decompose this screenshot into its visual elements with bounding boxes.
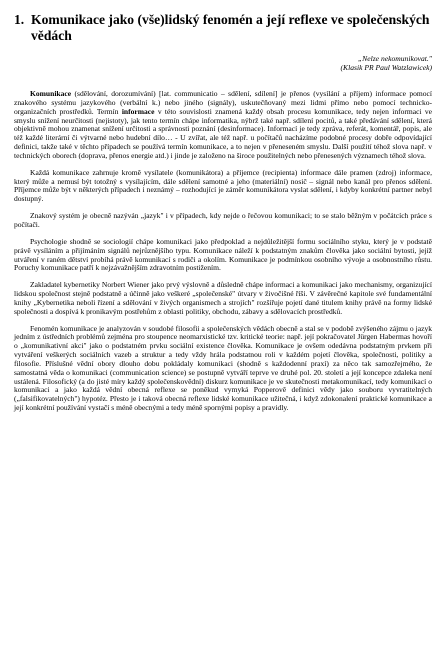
motto xyxy=(14,54,432,72)
paragraph-components: Každá komunikace zahrnuje kromě vysílatele (komunikátora) a příjemce (recipienta) informace dále pramen (zdroj) informace, který může a nemusí být totožný s vysílajícím, dále sdělení samotné a jeho (materiální) nosič – signál nebo kanál pro přenos sdělení. Příjemce může být v některých případech i neznámý – rozhodující je záměr komunikátora vyslat sdělení, i kdyby konkrétní partner nebyl dostupný. xyxy=(14,167,432,204)
chapter-number: 1. xyxy=(14,12,25,27)
paragraph-philosophy: Fenomén komunikace je analyzován v soudobé filosofii a společenských vědách obecně a stal se v podobě zvýšeného zájmu o jazyk jedním z ústředních problémů zejména pro stoupence neomarxistické tzv. kritické teorie: např. její pokračovatel Jürgen Habermas hovoří o „komunikativní akci" jako o podstatném prvku sociální existence člověka. Komunikace je ovšem odedávna podstatným prvkem při vytváření veškerých sociálních vazeb a struktur a tedy vždy hrála podstatnou roli v každém pojetí člověka, společnosti, politiky a filosofie. Příslušné vědní obory dlouho dobu pokládaly komunikaci (shodně s každodenní praxí) za něco tak samozřejmého, že samostatná věda o komunikaci (communication science) se postupně vytváří teprve ve druhé pol. 20. století a její koncepce zdaleka není ustálená. Filosofický (a do jisté míry každý společenskovědní) diskurz komunikace je ve skutečnosti metakomunikací, tedy komunikací o komunikaci a jako každá vědní obecná reflexe se poněkud vymyká Popperově definici vědy jako souboru vyvratitelných („falsifikovatelných") hypotéz. Přesto je i taková obecná reflexe lidské komunikace užitečná, i když zdokonalení praktické komunikace a její konkrétní používání vystačí s méně obecnými a tedy méně spornými popisy a pravidly. xyxy=(14,323,432,413)
paragraph-definition-text-b: v této souvislosti znamená každý obsah procesu komunikace, tedy nejen informaci ve smyslu snížení neurčitosti (nejistoty), jak tento termín chápe informatika, nýbrž také např. sdílení pocitů, a také předávání sdělení, která objektivně mohou znamenat snížení určitosti a správnosti poznání (desinformace). Informací je tedy zpráva, referát, komentář, popis, ale též každé literární či výtvarné nebo hudební dílo… - U zvířat, ale též např. u počítačů nacházíme podobné procesy dobře odpovídající definici, takže také v těchto případech se používá termín komunikace, a to nejen v přeneseném smyslu. Další použití téhož slova např. v technických oborech (doprava, přenos energie atd.) i jinde je založeno na široce použitelných nebo přenesených významech téhož slova. xyxy=(14,106,432,160)
paragraph-psychology: Psychologie shodně se sociologií chápe komunikaci jako předpoklad a nejdůležitější formu sociálního styku, který je v podstatě právě vysíláním a přijímáním signálů nejrůznějšího typu. Komunikace náleží k podstatným znakům člověka jako sociální bytosti, jejíž utváření v raném dětství probíhá právě komunikací s rodiči a okolím. Komunikace je podmínkou osobního vývoje a osobnostního růstu. Poruchy komunikace patří k nejzávažnějším zdravotním postižením. xyxy=(14,236,432,273)
paragraph-definition-text-a: (sdělování, dorozumívání) [lat. communicatio – sdělení, sdílení] je přenos (vysílání a příjem) informace pomocí znakového systému jazykového (verbální k.) nebo jiného (signály), uskutečňovaný mezi lidmi přímo nebo pomocí technicko-organizačních prostředků. Termín xyxy=(14,89,432,116)
paragraph-definition xyxy=(14,90,432,161)
term-komunikace: Komunikace xyxy=(30,89,72,98)
term-informace: informace xyxy=(121,106,155,116)
paragraph-language: Znakový systém je obecně nazýván „jazyk" i v případech, kdy nejde o řečovou komunikaci; to se stalo běžným v počátcích práce s počítači. xyxy=(14,211,432,229)
motto-quote: „Nelze nekomunikovat." xyxy=(357,54,432,63)
chapter-heading xyxy=(14,12,432,44)
motto-source: (Klasik PR Paul Watzlawicek) xyxy=(340,63,432,72)
chapter-title: Komunikace jako (vše)lidský fenomén a její reflexe ve společenských vědách xyxy=(31,12,430,43)
paragraph-cybernetics: Zakladatel kybernetiky Norbert Wiener jako prvý výslovně a důsledně chápe informaci a komunikaci jako mechanismy, organizující lidskou společnost stejně podstatně a účinně jako veškeré „společenské" útvary v živočišné říši. V závěrečné kapitole své fundamentální knihy „Kybernetika neboli řízení a sdělování v živých organismech a strojích" rozšiřuje pojetí dané titulem knihy právě na formy lidské společnosti a dospívá k pronikavým postřehům z oblasti politiky, obchodu, zábavy a sdělovacích prostředků. xyxy=(14,280,432,316)
